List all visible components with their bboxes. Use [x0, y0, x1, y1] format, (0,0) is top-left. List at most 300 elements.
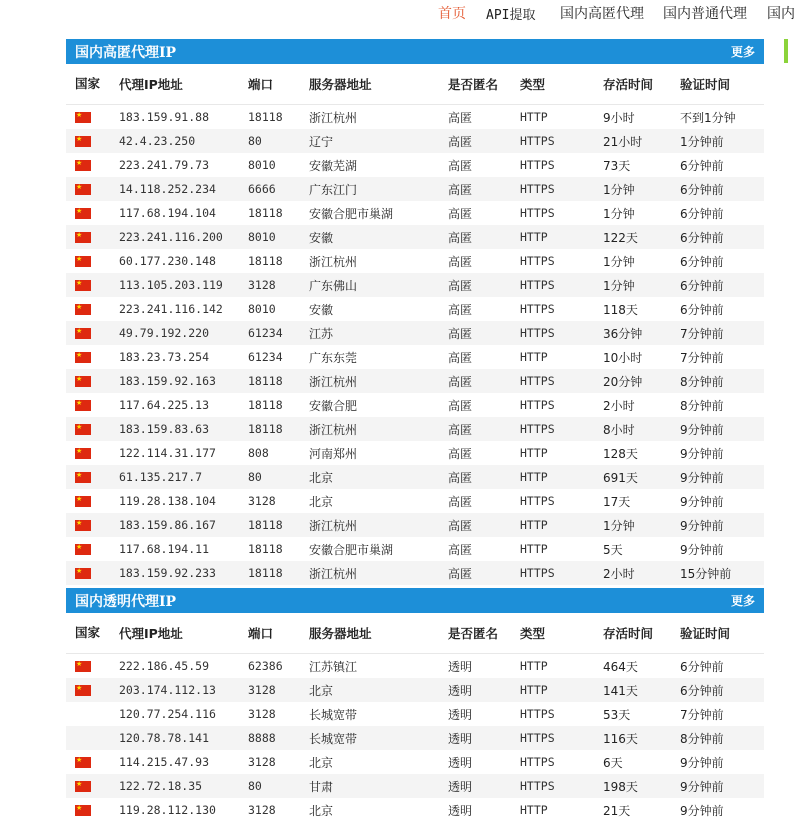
type-cell: HTTPS	[520, 153, 603, 177]
china-flag-icon	[75, 280, 91, 291]
anonymity-cell: 高匿	[448, 345, 520, 369]
verified-time-cell: 7分钟前	[680, 321, 764, 345]
country-cell	[66, 153, 111, 177]
column-header-port: 端口	[248, 64, 309, 105]
port-cell: 18118	[248, 537, 309, 561]
anonymity-cell: 高匿	[448, 225, 520, 249]
table-row	[66, 798, 764, 822]
ip-cell: 183.159.83.63	[111, 417, 248, 441]
country-cell	[66, 726, 111, 750]
table-row	[66, 273, 764, 297]
panel-header	[66, 39, 764, 64]
location-cell: 江苏	[309, 321, 448, 345]
column-header-alive: 存活时间	[603, 613, 680, 654]
alive-time-cell: 9小时	[603, 105, 680, 130]
type-cell: HTTPS	[520, 774, 603, 798]
table-header-row	[66, 613, 764, 654]
table-row	[66, 129, 764, 153]
port-cell: 3128	[248, 750, 309, 774]
location-cell: 北京	[309, 489, 448, 513]
anonymity-cell: 高匿	[448, 105, 520, 130]
ip-cell: 117.68.194.11	[111, 537, 248, 561]
country-cell	[66, 345, 111, 369]
location-cell: 安徽	[309, 225, 448, 249]
location-cell: 浙江杭州	[309, 417, 448, 441]
alive-time-cell: 21天	[603, 798, 680, 822]
verified-time-cell: 9分钟前	[680, 513, 764, 537]
port-cell: 62386	[248, 654, 309, 679]
port-cell: 3128	[248, 273, 309, 297]
type-cell: HTTPS	[520, 129, 603, 153]
nav-home-link[interactable]: 首页	[438, 3, 466, 23]
alive-time-cell: 464天	[603, 654, 680, 679]
ip-cell: 183.23.73.254	[111, 345, 248, 369]
table-row	[66, 321, 764, 345]
alive-time-cell: 122天	[603, 225, 680, 249]
table-row	[66, 153, 764, 177]
table-row	[66, 105, 764, 130]
location-cell: 安徽合肥	[309, 393, 448, 417]
ip-cell: 223.241.116.200	[111, 225, 248, 249]
location-cell: 甘肃	[309, 774, 448, 798]
port-cell: 8010	[248, 297, 309, 321]
country-cell	[66, 417, 111, 441]
location-cell: 广东东莞	[309, 345, 448, 369]
column-header-port: 端口	[248, 613, 309, 654]
verified-time-cell: 9分钟前	[680, 750, 764, 774]
location-cell: 安徽芜湖	[309, 153, 448, 177]
verified-time-cell: 1分钟前	[680, 129, 764, 153]
china-flag-icon	[75, 424, 91, 435]
alive-time-cell: 36分钟	[603, 321, 680, 345]
port-cell: 61234	[248, 321, 309, 345]
anonymity-cell: 透明	[448, 726, 520, 750]
country-cell	[66, 225, 111, 249]
column-header-type: 类型	[520, 613, 603, 654]
verified-time-cell: 6分钟前	[680, 273, 764, 297]
country-cell	[66, 297, 111, 321]
column-header-country: 国家	[66, 64, 111, 105]
alive-time-cell: 128天	[603, 441, 680, 465]
type-cell: HTTP	[520, 654, 603, 679]
country-cell	[66, 249, 111, 273]
country-cell	[66, 702, 111, 726]
port-cell: 8888	[248, 726, 309, 750]
verified-time-cell: 6分钟前	[680, 678, 764, 702]
verified-time-cell: 8分钟前	[680, 369, 764, 393]
country-cell	[66, 393, 111, 417]
type-cell: HTTP	[520, 537, 603, 561]
nav-api-link[interactable]: API提取	[486, 4, 535, 23]
ip-cell: 119.28.112.130	[111, 798, 248, 822]
alive-time-cell: 8小时	[603, 417, 680, 441]
alive-time-cell: 141天	[603, 678, 680, 702]
ip-cell: 120.78.78.141	[111, 726, 248, 750]
column-header-anonymity: 是否匿名	[448, 613, 520, 654]
location-cell: 江苏镇江	[309, 654, 448, 679]
china-flag-icon	[75, 400, 91, 411]
china-flag-icon	[75, 661, 91, 672]
country-cell	[66, 537, 111, 561]
china-flag-icon	[75, 376, 91, 387]
ip-cell: 183.159.92.233	[111, 561, 248, 585]
port-cell: 808	[248, 441, 309, 465]
location-cell: 浙江杭州	[309, 105, 448, 130]
country-cell	[66, 465, 111, 489]
type-cell: HTTPS	[520, 393, 603, 417]
verified-time-cell: 6分钟前	[680, 177, 764, 201]
verified-time-cell: 7分钟前	[680, 345, 764, 369]
verified-time-cell: 9分钟前	[680, 465, 764, 489]
port-cell: 18118	[248, 513, 309, 537]
china-flag-icon	[75, 781, 91, 792]
ip-cell: 222.186.45.59	[111, 654, 248, 679]
alive-time-cell: 10小时	[603, 345, 680, 369]
alive-time-cell: 1分钟	[603, 273, 680, 297]
table-row	[66, 465, 764, 489]
anonymity-cell: 高匿	[448, 537, 520, 561]
location-cell: 安徽合肥市巢湖	[309, 537, 448, 561]
type-cell: HTTP	[520, 513, 603, 537]
type-cell: HTTPS	[520, 702, 603, 726]
table-row	[66, 177, 764, 201]
table-row	[66, 297, 764, 321]
location-cell: 长城宽带	[309, 702, 448, 726]
high-anon-panel	[66, 39, 764, 585]
panel-title: 国内透明代理IP	[75, 591, 176, 611]
location-cell: 辽宁	[309, 129, 448, 153]
port-cell: 3128	[248, 678, 309, 702]
port-cell: 8010	[248, 153, 309, 177]
verified-time-cell: 6分钟前	[680, 297, 764, 321]
alive-time-cell: 1分钟	[603, 513, 680, 537]
verified-time-cell: 9分钟前	[680, 489, 764, 513]
column-header-verified: 验证时间	[680, 613, 764, 654]
alive-time-cell: 116天	[603, 726, 680, 750]
china-flag-icon	[75, 757, 91, 768]
country-cell	[66, 321, 111, 345]
anonymity-cell: 透明	[448, 798, 520, 822]
anonymity-cell: 透明	[448, 774, 520, 798]
port-cell: 18118	[248, 201, 309, 225]
port-cell: 80	[248, 129, 309, 153]
anonymity-cell: 高匿	[448, 153, 520, 177]
anonymity-cell: 高匿	[448, 249, 520, 273]
table-row	[66, 702, 764, 726]
verified-time-cell: 9分钟前	[680, 774, 764, 798]
table-row	[66, 654, 764, 679]
panel-header	[66, 588, 764, 613]
column-header-ip: 代理IP地址	[111, 64, 248, 105]
anonymity-cell: 高匿	[448, 297, 520, 321]
china-flag-icon	[75, 112, 91, 123]
china-flag-icon	[75, 448, 91, 459]
nav-normal-link[interactable]: 国内普通代理	[663, 3, 747, 23]
country-cell	[66, 489, 111, 513]
panel-title: 国内高匿代理IP	[75, 42, 176, 62]
ip-cell: 122.114.31.177	[111, 441, 248, 465]
port-cell: 6666	[248, 177, 309, 201]
alive-time-cell: 198天	[603, 774, 680, 798]
anonymity-cell: 高匿	[448, 417, 520, 441]
alive-time-cell: 1分钟	[603, 249, 680, 273]
type-cell: HTTPS	[520, 321, 603, 345]
alive-time-cell: 21小时	[603, 129, 680, 153]
location-cell: 安徽	[309, 297, 448, 321]
type-cell: HTTPS	[520, 489, 603, 513]
location-cell: 北京	[309, 678, 448, 702]
country-cell	[66, 177, 111, 201]
china-flag-icon	[75, 496, 91, 507]
country-cell	[66, 369, 111, 393]
anonymity-cell: 高匿	[448, 321, 520, 345]
anonymity-cell: 高匿	[448, 393, 520, 417]
anonymity-cell: 高匿	[448, 177, 520, 201]
location-cell: 北京	[309, 465, 448, 489]
type-cell: HTTPS	[520, 273, 603, 297]
type-cell: HTTPS	[520, 297, 603, 321]
type-cell: HTTPS	[520, 249, 603, 273]
country-cell	[66, 678, 111, 702]
location-cell: 浙江杭州	[309, 513, 448, 537]
table-row	[66, 441, 764, 465]
china-flag-icon	[75, 520, 91, 531]
type-cell: HTTP	[520, 678, 603, 702]
port-cell: 18118	[248, 105, 309, 130]
country-cell	[66, 129, 111, 153]
verified-time-cell: 不到1分钟	[680, 105, 764, 130]
type-cell: HTTP	[520, 105, 603, 130]
table-row	[66, 489, 764, 513]
ip-cell: 60.177.230.148	[111, 249, 248, 273]
ip-cell: 42.4.23.250	[111, 129, 248, 153]
china-flag-icon	[75, 352, 91, 363]
table-row	[66, 201, 764, 225]
country-cell	[66, 774, 111, 798]
verified-time-cell: 7分钟前	[680, 702, 764, 726]
more-link[interactable]: 更多	[731, 592, 755, 609]
ip-cell: 114.215.47.93	[111, 750, 248, 774]
port-cell: 8010	[248, 225, 309, 249]
type-cell: HTTPS	[520, 417, 603, 441]
table-row	[66, 369, 764, 393]
china-flag-icon	[75, 685, 91, 696]
table-row	[66, 225, 764, 249]
verified-time-cell: 15分钟前	[680, 561, 764, 585]
location-cell: 浙江杭州	[309, 369, 448, 393]
proxy-table	[66, 64, 764, 585]
country-cell	[66, 513, 111, 537]
ip-cell: 113.105.203.119	[111, 273, 248, 297]
verified-time-cell: 6分钟前	[680, 153, 764, 177]
location-cell: 北京	[309, 750, 448, 774]
verified-time-cell: 8分钟前	[680, 726, 764, 750]
transparent-panel	[66, 588, 764, 822]
ip-cell: 223.241.79.73	[111, 153, 248, 177]
china-flag-icon	[75, 232, 91, 243]
location-cell: 河南郑州	[309, 441, 448, 465]
china-flag-icon	[75, 328, 91, 339]
port-cell: 18118	[248, 417, 309, 441]
type-cell: HTTP	[520, 441, 603, 465]
alive-time-cell: 691天	[603, 465, 680, 489]
table-body	[66, 654, 764, 822]
table-row	[66, 393, 764, 417]
china-flag-icon	[75, 472, 91, 483]
type-cell: HTTPS	[520, 750, 603, 774]
type-cell: HTTPS	[520, 561, 603, 585]
ip-cell: 14.118.252.234	[111, 177, 248, 201]
anonymity-cell: 高匿	[448, 465, 520, 489]
verified-time-cell: 8分钟前	[680, 393, 764, 417]
port-cell: 18118	[248, 249, 309, 273]
verified-time-cell: 6分钟前	[680, 249, 764, 273]
ip-cell: 117.68.194.104	[111, 201, 248, 225]
table-header-row	[66, 64, 764, 105]
port-cell: 3128	[248, 798, 309, 822]
anonymity-cell: 高匿	[448, 561, 520, 585]
top-navigation	[0, 0, 788, 26]
location-cell: 浙江杭州	[309, 249, 448, 273]
table-row	[66, 750, 764, 774]
country-cell	[66, 105, 111, 130]
type-cell: HTTP	[520, 798, 603, 822]
table-row	[66, 345, 764, 369]
more-link[interactable]: 更多	[731, 43, 755, 60]
table-row	[66, 726, 764, 750]
location-cell: 广东佛山	[309, 273, 448, 297]
country-cell	[66, 201, 111, 225]
anonymity-cell: 高匿	[448, 129, 520, 153]
country-cell	[66, 654, 111, 679]
ip-cell: 122.72.18.35	[111, 774, 248, 798]
alive-time-cell: 53天	[603, 702, 680, 726]
port-cell: 80	[248, 465, 309, 489]
alive-time-cell: 20分钟	[603, 369, 680, 393]
location-cell: 安徽合肥市巢湖	[309, 201, 448, 225]
anonymity-cell: 透明	[448, 702, 520, 726]
port-cell: 61234	[248, 345, 309, 369]
port-cell: 3128	[248, 489, 309, 513]
ip-cell: 203.174.112.13	[111, 678, 248, 702]
anonymity-cell: 高匿	[448, 441, 520, 465]
column-header-verified: 验证时间	[680, 64, 764, 105]
country-cell	[66, 561, 111, 585]
china-flag-icon	[75, 136, 91, 147]
country-cell	[66, 441, 111, 465]
china-flag-icon	[75, 160, 91, 171]
anonymity-cell: 高匿	[448, 369, 520, 393]
type-cell: HTTPS	[520, 369, 603, 393]
verified-time-cell: 6分钟前	[680, 201, 764, 225]
china-flag-icon	[75, 184, 91, 195]
column-header-location: 服务器地址	[309, 613, 448, 654]
table-row	[66, 678, 764, 702]
country-cell	[66, 273, 111, 297]
column-header-anonymity: 是否匿名	[448, 64, 520, 105]
china-flag-icon	[75, 304, 91, 315]
location-cell: 长城宽带	[309, 726, 448, 750]
port-cell: 80	[248, 774, 309, 798]
ip-cell: 223.241.116.142	[111, 297, 248, 321]
china-flag-icon	[75, 805, 91, 816]
port-cell: 18118	[248, 561, 309, 585]
china-flag-icon	[75, 208, 91, 219]
location-cell: 广东江门	[309, 177, 448, 201]
proxy-table	[66, 613, 764, 822]
anonymity-cell: 透明	[448, 678, 520, 702]
anonymity-cell: 透明	[448, 750, 520, 774]
alive-time-cell: 2小时	[603, 393, 680, 417]
ip-cell: 49.79.192.220	[111, 321, 248, 345]
table-row	[66, 513, 764, 537]
column-header-ip: 代理IP地址	[111, 613, 248, 654]
table-row	[66, 774, 764, 798]
table-row	[66, 417, 764, 441]
ip-cell: 183.159.91.88	[111, 105, 248, 130]
side-accent-bar	[784, 39, 788, 63]
port-cell: 3128	[248, 702, 309, 726]
type-cell: HTTP	[520, 225, 603, 249]
alive-time-cell: 5天	[603, 537, 680, 561]
alive-time-cell: 73天	[603, 153, 680, 177]
alive-time-cell: 2小时	[603, 561, 680, 585]
table-row	[66, 537, 764, 561]
anonymity-cell: 透明	[448, 654, 520, 679]
ip-cell: 120.77.254.116	[111, 702, 248, 726]
type-cell: HTTPS	[520, 201, 603, 225]
anonymity-cell: 高匿	[448, 201, 520, 225]
verified-time-cell: 6分钟前	[680, 225, 764, 249]
country-cell	[66, 798, 111, 822]
ip-cell: 183.159.86.167	[111, 513, 248, 537]
ip-cell: 117.64.225.13	[111, 393, 248, 417]
type-cell: HTTPS	[520, 726, 603, 750]
alive-time-cell: 6天	[603, 750, 680, 774]
verified-time-cell: 9分钟前	[680, 417, 764, 441]
location-cell: 北京	[309, 798, 448, 822]
port-cell: 18118	[248, 393, 309, 417]
type-cell: HTTPS	[520, 177, 603, 201]
column-header-country: 国家	[66, 613, 111, 654]
china-flag-icon	[75, 256, 91, 267]
type-cell: HTTP	[520, 465, 603, 489]
alive-time-cell: 1分钟	[603, 201, 680, 225]
nav-high-anon-link[interactable]: 国内高匿代理	[560, 3, 644, 23]
verified-time-cell: 9分钟前	[680, 537, 764, 561]
anonymity-cell: 高匿	[448, 489, 520, 513]
column-header-location: 服务器地址	[309, 64, 448, 105]
ip-cell: 183.159.92.163	[111, 369, 248, 393]
type-cell: HTTP	[520, 345, 603, 369]
china-flag-icon	[75, 544, 91, 555]
alive-time-cell: 17天	[603, 489, 680, 513]
verified-time-cell: 9分钟前	[680, 798, 764, 822]
china-flag-icon	[75, 568, 91, 579]
table-row	[66, 249, 764, 273]
location-cell: 浙江杭州	[309, 561, 448, 585]
anonymity-cell: 高匿	[448, 513, 520, 537]
verified-time-cell: 6分钟前	[680, 654, 764, 679]
ip-cell: 119.28.138.104	[111, 489, 248, 513]
nav-overflow-link[interactable]: 国内	[767, 3, 795, 23]
column-header-alive: 存活时间	[603, 64, 680, 105]
country-cell	[66, 750, 111, 774]
alive-time-cell: 1分钟	[603, 177, 680, 201]
alive-time-cell: 118天	[603, 297, 680, 321]
table-row	[66, 561, 764, 585]
table-body	[66, 105, 764, 586]
